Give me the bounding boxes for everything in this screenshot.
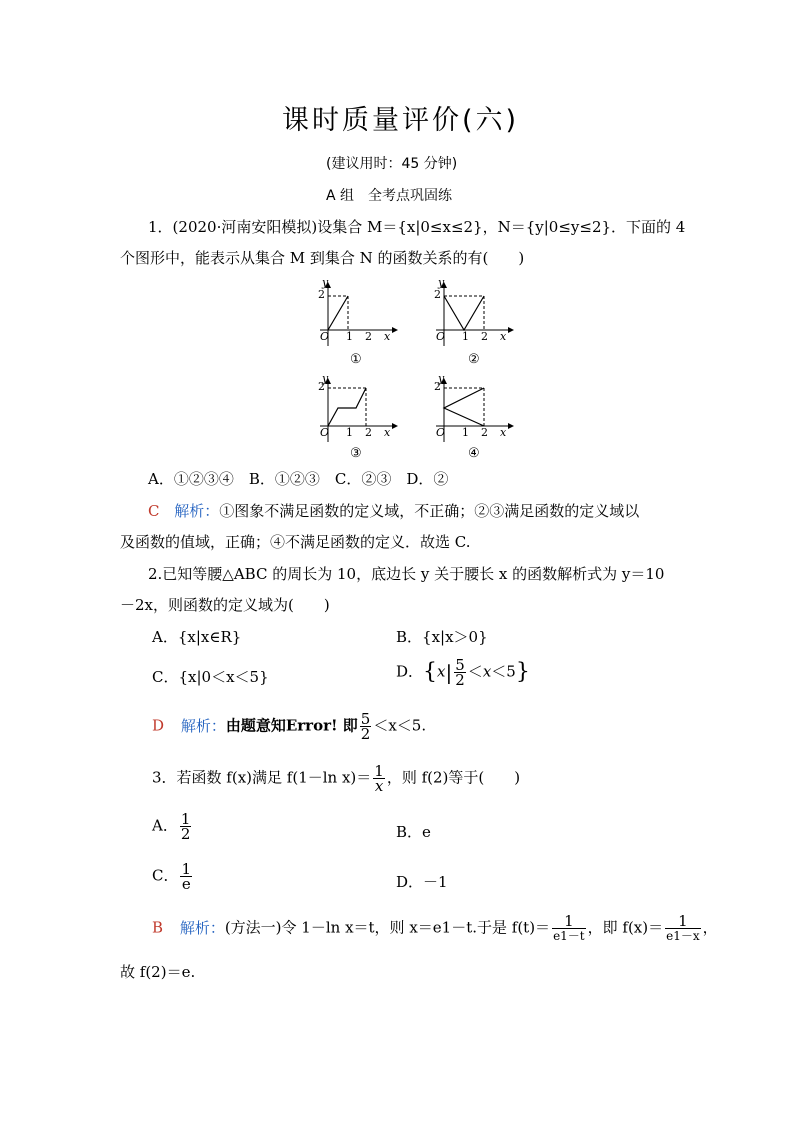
graph-3-label: ③: [350, 446, 362, 461]
graph-2-y: y: [438, 276, 445, 289]
q3-a-den: 2: [180, 825, 191, 843]
q2-d-num: 5: [455, 656, 465, 674]
q2-answer: D: [152, 716, 165, 735]
q3-a-num: 1: [180, 810, 191, 828]
q3-option-c: [152, 862, 194, 891]
q2-option-b: B．{x|x＞0}: [396, 628, 488, 646]
graph-4-x: x: [500, 426, 507, 439]
q2-explain-den: 2: [360, 725, 371, 743]
graph-2-label: ②: [468, 352, 480, 367]
graph-2-ytick: 2: [434, 288, 441, 301]
q3-explain-den2: e1－x: [666, 929, 700, 943]
q2-line2: －2x，则函数的定义域为( ): [120, 596, 330, 614]
q2-option-c: C．{x|0＜x＜5}: [152, 668, 269, 686]
q3-frac-den: x: [374, 777, 384, 795]
page-title: 课时质量评价(六): [282, 105, 520, 136]
graph-1-ytick: 2: [318, 288, 325, 301]
q1-explain-line2: 及函数的值域，正确；④不满足函数的定义．故选 C.: [120, 533, 471, 551]
q3-option-a: [152, 812, 193, 841]
q2-line1: 2.已知等腰△ABC 的周长为 10，底边长 y 关于腰长 x 的函数解析式为 y＝10: [148, 565, 665, 583]
graph-1: [310, 276, 395, 372]
graph-1-t2: 2: [365, 330, 372, 343]
q3-answer: B: [152, 918, 164, 937]
q3-line-post: ，则 f(2)等于( ): [386, 768, 521, 787]
graph-2-t1: 1: [462, 330, 469, 343]
q3-c-num: 1: [181, 860, 192, 878]
group-heading: A 组 全考点巩固练: [326, 188, 453, 204]
time-note: (建议用时：45 分钟): [326, 156, 458, 172]
graph-2-x: x: [500, 330, 507, 343]
graph-4-o: O: [436, 426, 446, 439]
graph-4-y: y: [438, 372, 445, 385]
q2-explain-head: 解析：: [180, 716, 226, 735]
graph-2: [428, 276, 513, 372]
q3-explain-line2: 故 f(2)＝e.: [120, 963, 196, 981]
graph-4-label: ④: [468, 446, 480, 461]
q1-line2: 个图形中，能表示从集合 M 到集合 N 的函数关系的有( ): [120, 249, 525, 267]
graph-3-x: x: [384, 426, 391, 439]
q3-explain-mid: ，即 f(x)＝: [587, 918, 664, 937]
graph-3-t1: 1: [346, 426, 353, 439]
graph-1-o: O: [320, 330, 330, 343]
q3-option-d: D．－1: [396, 873, 448, 891]
q3-explain-num1: 1: [552, 914, 586, 929]
graph-4-ytick: 2: [434, 380, 441, 393]
q1-options: A．①②③④ B．①②③ C．②③ D．②: [148, 470, 449, 488]
q3-line-pre: 3．若函数 f(x)满足 f(1－ln x)＝: [152, 768, 372, 787]
q3-option-b: B．e: [396, 823, 431, 841]
q3-explain-head: 解析：: [179, 918, 225, 937]
graph-3-t2: 2: [365, 426, 372, 439]
q3-explain-text: (方法一)令 1－ln x＝t，则 x＝e1－t.于是 f(t)＝: [224, 918, 551, 937]
q2-explain-num: 5: [360, 710, 371, 728]
q1-answer: C: [148, 502, 160, 520]
q2-explain: [152, 712, 426, 741]
graph-1-label: ①: [350, 352, 362, 367]
graph-3-y: y: [322, 372, 329, 385]
q2-explain-text: 由题意知Error! 即: [225, 716, 358, 735]
graph-4-t1: 1: [462, 426, 469, 439]
q3-option-c-prefix: C．: [152, 866, 179, 885]
q1-explain-line1: [148, 501, 639, 521]
graph-2-o: O: [436, 330, 446, 343]
graph-4: [428, 372, 513, 468]
q3-option-a-prefix: A．: [152, 816, 178, 835]
graph-3: [310, 372, 395, 468]
q1-explain-head: 解析：: [174, 502, 220, 520]
q3-explain-den1: e1－t: [553, 929, 585, 943]
q1-explain-text1: ①图象不满足函数的定义域，不正确；②③满足函数的定义域以: [219, 502, 640, 520]
graph-1-x: x: [384, 330, 391, 343]
graph-4-t2: 2: [481, 426, 488, 439]
q2-d-den: 2: [455, 671, 465, 689]
q3-line: [152, 764, 520, 793]
q2-option-d-prefix: D．: [396, 662, 424, 681]
q3-explain-end: ，: [702, 918, 718, 937]
q2-option-a: A．{x|x∈R}: [152, 628, 242, 646]
q3-frac-num: 1: [374, 762, 384, 780]
graph-1-t1: 1: [346, 330, 353, 343]
graph-1-y: y: [322, 276, 329, 289]
graph-2-t2: 2: [481, 330, 488, 343]
q2-option-d: D．{x| $\frac{5}{2}$ ＜x＜5}: [396, 656, 530, 689]
q3-explain: [152, 914, 718, 943]
graph-3-ytick: 2: [318, 380, 325, 393]
q3-explain-num2: 1: [665, 914, 701, 929]
graph-3-o: O: [320, 426, 330, 439]
q3-c-den: e: [181, 875, 191, 893]
q1-line1: 1．(2020·河南安阳模拟)设集合 M＝{x|0≤x≤2}，N＝{y|0≤y≤2}．下面的 4: [148, 218, 686, 236]
q2-explain-tail: ＜x＜5.: [373, 716, 427, 735]
